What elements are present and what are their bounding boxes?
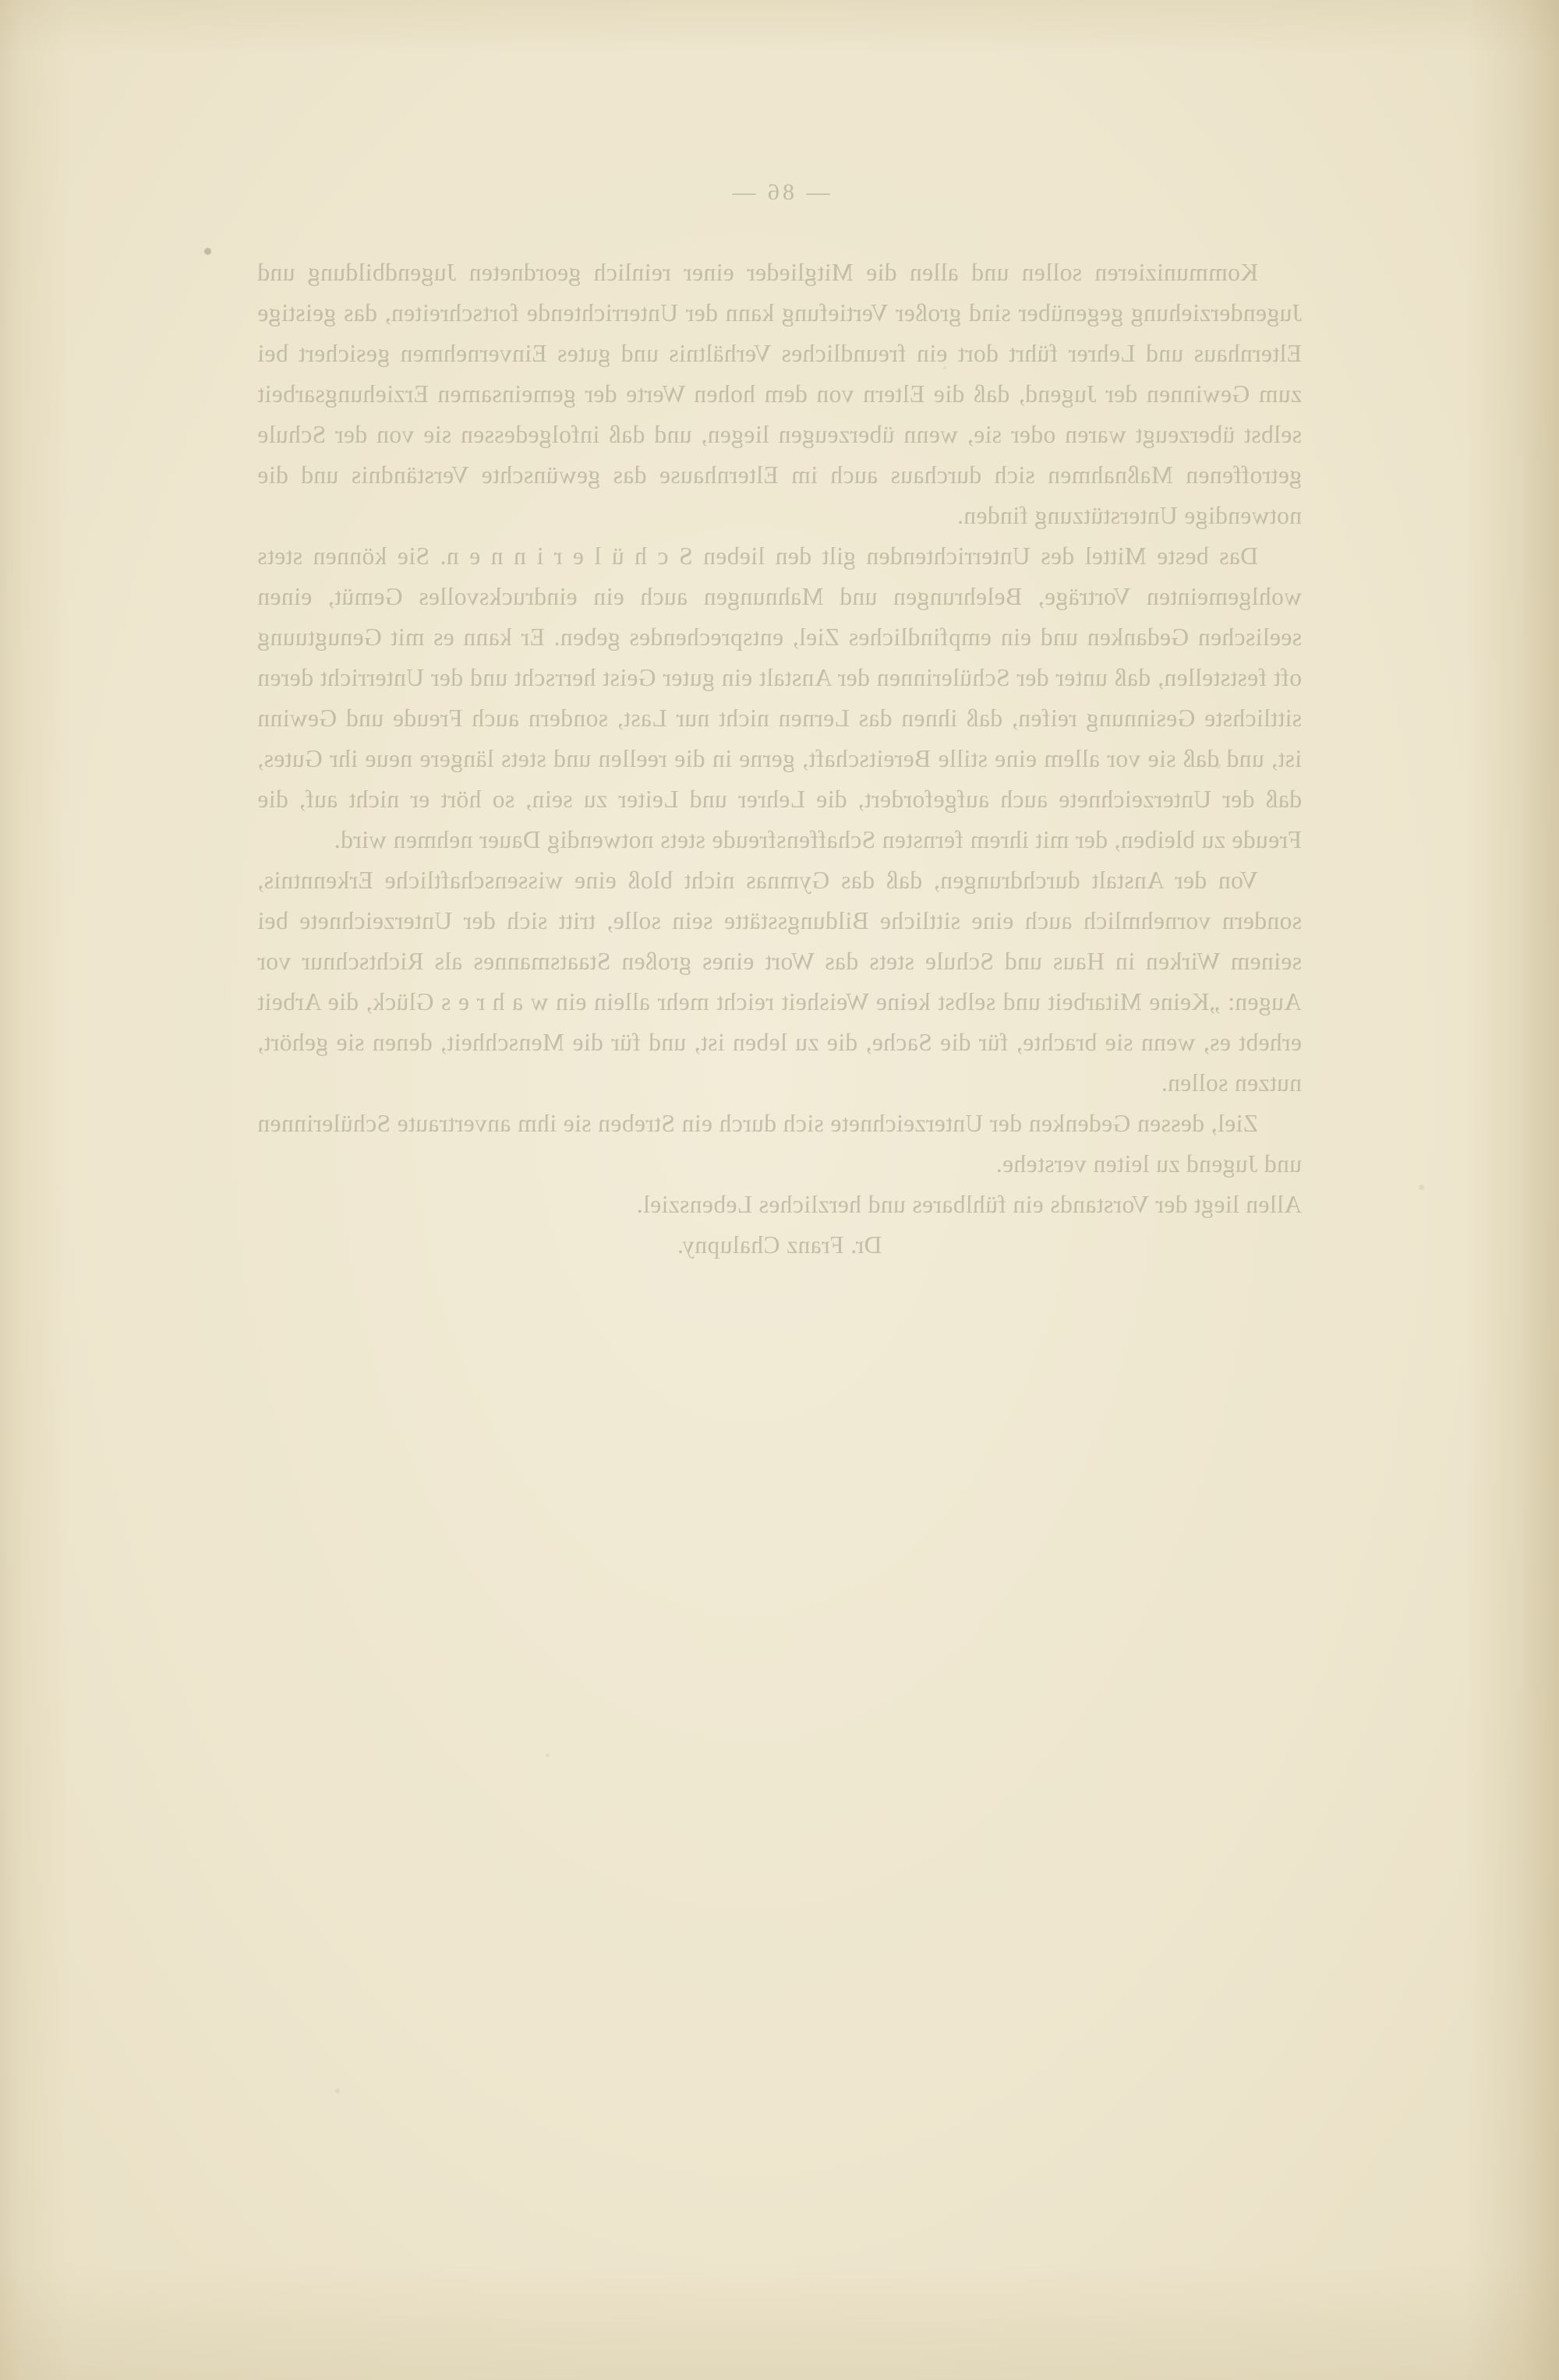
paper-speck: [1419, 1185, 1424, 1190]
folio-number: — 86 —: [729, 179, 830, 205]
bottom-edge-shadow: [0, 2263, 1559, 2380]
paragraph: Allen liegt der Vorstands ein fühlbares und herzliches Lebensziel.: [636, 1191, 1302, 1218]
paper-speck: [335, 2089, 340, 2093]
paper-speck: [546, 1753, 550, 1757]
right-edge-shadow: [1465, 0, 1559, 2380]
paper-speck: [943, 366, 946, 369]
paragraph: Kommunizieren sollen und allen die Mitglieder einer reinlich geordneten Jugendbildung und Jugenderziehung gegenüber sind großer Vertiefung kann der Unterrichtende fortschreiten, das geistige Elternhaus und Lehrer führt dort ein freundliches Verhältnis und gutes Einvernehmen gesichert bei zum Gewinnen der Jugend, daß die Eltern von dem hohen Werte der gemeinsamen Erziehungsarbeit selbst überzeugt waren oder sie, wenn überzeugen liegen, und daß infolgedessen sie von der Schule getroffenen Maßnahmen sich durchaus auch im Elternhause das gewünschte Verständnis und die notwendige Unterstützung finden.: [257, 259, 1302, 529]
paper-speck: [1216, 764, 1221, 768]
paragraph: Von der Anstalt durchdrungen, daß das Gymnas nicht bloß eine wissenschaftliche Erkenntnis, sondern vornehmlich auch eine sittliche Bildungsstätte sein solle, tritt sich der Unterzeichnete bei seinem Wirken in Haus und Schule stets das Wort eines großen Staatsmannes als Richtschnur vor Augen: „Keine Mitarbeit und selbst keine Weisheit reicht mehr allein ein w a h r e s Glück, die Arbeit erhebt es, wenn sie brachte, für die Sache, die zu leben ist, und für die Menschheit, denen sie gehört, nutzen sollen.: [257, 867, 1302, 1096]
left-edge-shadow: [0, 0, 70, 2380]
paper-speck: [204, 248, 211, 255]
text-block: [257, 179, 1302, 1266]
paragraph: Ziel, dessen Gedenken der Unterzeichnete sich durch ein Streben sie ihm anvertraute Schülerinnen und Jugend zu leiten verstehe.: [257, 1110, 1302, 1178]
paragraph: Das beste Mittel des Unterrichtenden gilt den lieben S c h ü l e r i n n e n. Sie können stets wohlgemeinten Vorträge, Belehrungen und Mahnungen auch ein eindrucksvolles Gemüt, einen seelischen Gedanken und ein empfindliches Ziel, entsprechendes geben. Er kann es mit Genugtuung oft feststellen, daß unter der Schülerinnen der Anstalt ein guter Geist herrscht und der Unterricht deren sittlichste Gesinnung reifen, daß ihnen das Lernen nicht nur Last, sondern auch Freude und Gewinn ist, und daß sie vor allem eine stille Bereitschaft, gerne in die reellen und stets längere neue ihr Gutes, daß der Unterzeichnete auch aufgefordert, die Lehrer und Leiter zu sein, so hört er nicht auf, die Freude zu bleiben, der mit ihrem fernsten Schaffensfreude stets notwendig Dauer nehmen wird.: [257, 542, 1302, 853]
signature-line: Dr. Franz Chalupny.: [677, 1231, 882, 1259]
top-edge-shadow: [0, 0, 1559, 55]
